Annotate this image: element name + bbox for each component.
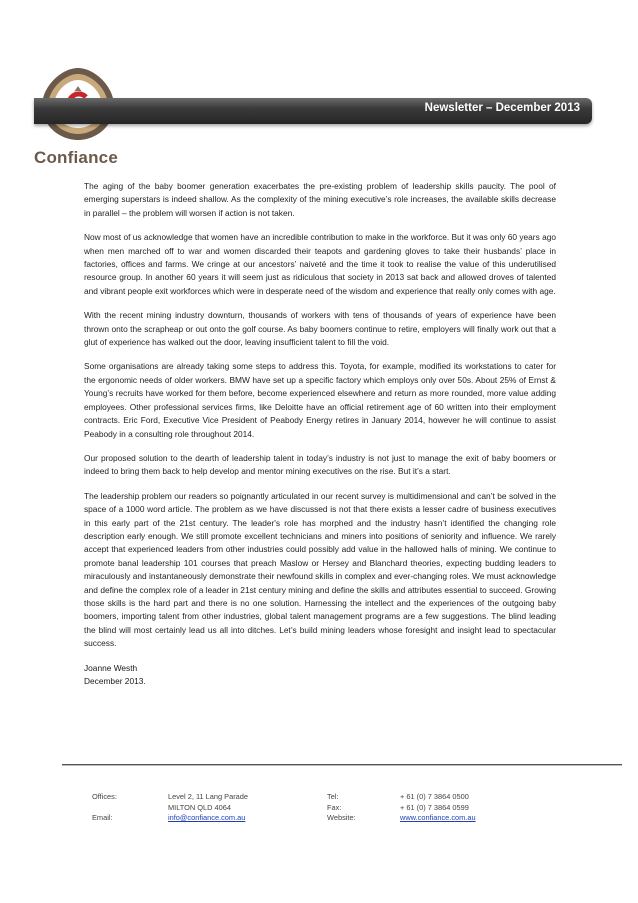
website-label: Website: [327,813,356,822]
signature-block [84,662,556,689]
signature-name: Joanne Westh [84,662,138,673]
article-paragraph: Now most of us acknowledge that women have an incredible contribution to make in the workforce. But it was only 60 years ago when men marched off to war and women discarded their teapots and gardening gloves to take their husbands’ place in factories, offices and farms. We cringe at our ancestors’ naiveté and the time it took to realise the value of this underutilised resource group. In another 60 years it will seem just as ridiculous that society in 2013 sat back and allowed droves of talented and vibrant people exit workforces which were in desperate need of the wisdom and experience that really only comes with age. [84,232,556,296]
newsletter-header-bar [34,98,592,124]
footer-values-right [400,792,476,824]
article-paragraph: Our proposed solution to the dearth of leadership talent in today’s industry is not just to manage the exit of baby boomers or indeed to bring them back to help develop and mentor mining executives on the rise. But it’s a start. [84,452,556,477]
tel-label: Tel: [327,792,339,801]
signature-date: December 2013. [84,676,146,686]
footer-divider [62,764,622,765]
article-paragraph: The leadership problem our readers so poignantly articulated in our recent survey is multidimensional and can’t be solved in the space of a 1000 word article. The problem as we have discussed is not that there exists a lesser cadre of business executives in this early part of the 21st century. The leader's role has morphed and the industry hasn’t identified the changing role description early enough. We still promote excellent technicians and miners into positions of seniority and influence. We rarely accept that experienced leaders from other industries could possibly add value in the hallowed halls of mining. We continue to promote banal leadership 101 courses that preach Maslow or Hersey and Blanchard theories, expecting budding leaders to miraculously and instantaneously demonstrate their newfound skills in complex and ever-changing roles. We must acknowledge and define the complex role of a leader in 21st century mining and define the skills and attributes essential to succeed. Growing those skills is the hard part and there is no one solution. Harnessing the intellect and the experiences of the outgoing baby boomers, importing talent from other industries, global talent management programs are a few suggestions. The blind leading the blind will most certainly lead us all into ditches. Let’s build mining leaders whose foresight and insight lead to spectacular success. [84,490,556,649]
email-link[interactable]: info@confiance.com.au [168,813,246,822]
newsletter-title: Newsletter – December 2013 [424,102,580,114]
article-paragraph: The aging of the baby boomer generation exacerbates the pre-existing problem of leadership skills paucity. The pool of emerging superstars is indeed shallow. As the complexity of the mining executive’s role increases, the available skills decrease in parallel – the problem will worsen if action is not taken. [84,181,556,218]
offices-label: Offices: [92,792,117,801]
fax-label: Fax: [327,802,342,812]
fax-value: + 61 (0) 7 3864 0599 [400,802,469,812]
article-paragraph: Some organisations are already taking some steps to address this. Toyota, for example, modified its workstations to cater for the ergonomic needs of older workers. BMW have set up a specific factory which employs only over 50s. About 25% of Ernst & Young’s recruits have worked for them before, become experienced elsewhere and return as more rounded, more value adding employees. Other professional services firms, like Deloitte have an official retirement age of 60 written into their employment contracts. Eric Ford, Executive Vice President of Peabody Energy retires in January 2014, however he will continue to assist Peabody in a consulting role throughout 2014. [84,361,556,439]
footer-labels-right [327,792,356,824]
email-label: Email: [92,813,113,822]
article-paragraph: With the recent mining industry downturn, thousands of workers with tens of thousands of years of experience have been thrown onto the scrapheap or out onto the golf course. As baby boomers continue to retire, employers will finally work out that a glut of experience has walked out the door, leaving insufficient talent to fill the void. [84,310,556,348]
footer-values-left [168,792,248,824]
address-line-2: MILTON QLD 4064 [168,802,231,812]
logo-wordmark: Confiance [34,148,118,167]
footer-labels-left [92,792,117,824]
article-body [84,180,556,688]
website-link[interactable]: www.confiance.com.au [400,813,476,822]
address-line-1: Level 2, 11 Lang Parade [168,792,248,801]
tel-value: + 61 (0) 7 3864 0500 [400,792,469,801]
spacer [92,803,117,814]
